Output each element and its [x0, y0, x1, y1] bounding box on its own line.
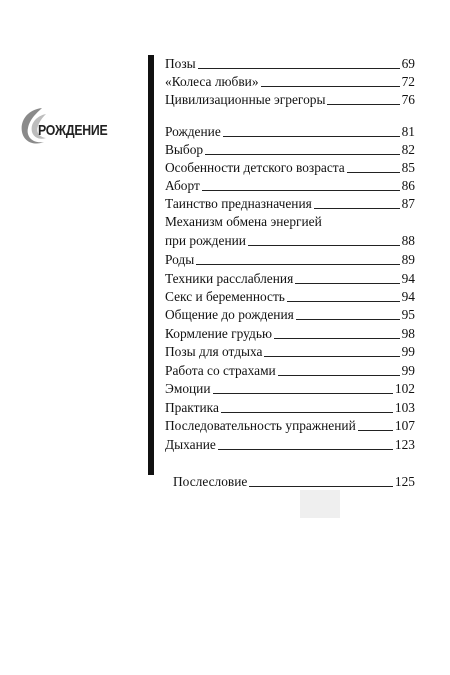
toc-title: Выбор	[165, 142, 204, 157]
toc-entry	[165, 56, 415, 72]
toc-title: Рождение	[165, 124, 221, 139]
toc-entry	[165, 124, 415, 140]
toc-entry	[165, 271, 415, 287]
dot-leader	[223, 136, 400, 137]
toc-page-number: 99	[401, 344, 415, 359]
toc-title: Кормление грудью	[165, 326, 272, 341]
dot-leader	[249, 486, 393, 487]
toc-title: Аборт	[165, 178, 200, 193]
vertical-rule	[148, 55, 154, 475]
dot-leader	[213, 393, 393, 394]
toc-entry	[165, 344, 415, 360]
toc-page-number: 76	[401, 92, 415, 107]
toc-entry	[165, 252, 415, 268]
toc-title: Секс и беременность	[165, 289, 285, 304]
toc-entry	[165, 92, 415, 108]
toc-entry	[165, 307, 415, 323]
toc-title: Последовательность упражнений	[165, 418, 356, 433]
toc-title: при рождении	[165, 233, 246, 248]
toc-entry	[165, 437, 415, 453]
toc-page-number: 81	[401, 124, 415, 139]
toc-page-number: 103	[394, 400, 415, 415]
dot-leader	[264, 356, 399, 357]
toc-page-number: 102	[394, 381, 415, 396]
toc-page-number: 95	[401, 307, 415, 322]
toc-title: Общение до рождения	[165, 307, 294, 322]
toc-title: Дыхание	[165, 437, 216, 452]
toc-entry	[165, 326, 415, 342]
toc-title: Особенности детского возраста	[165, 160, 345, 175]
toc-entry	[165, 400, 415, 416]
toc-page-number: 82	[401, 142, 415, 157]
toc-entry	[165, 196, 415, 212]
toc-page-number: 99	[401, 363, 415, 378]
toc-page-number: 89	[401, 252, 415, 267]
toc-page-number: 69	[401, 56, 415, 71]
toc-entry	[165, 381, 415, 397]
toc-page-number: 94	[401, 289, 415, 304]
dot-leader	[347, 172, 400, 173]
toc-title: Техники расслабления	[165, 271, 294, 286]
toc-page-number: 107	[394, 418, 415, 433]
dot-leader	[295, 283, 399, 284]
dot-leader	[198, 68, 400, 69]
toc-entry	[165, 363, 415, 379]
toc-page-number: 87	[401, 196, 415, 211]
toc-title: Роды	[165, 252, 195, 267]
toc-title: Цивилизационные эгрегоры	[165, 92, 326, 107]
toc-page-number: 72	[401, 74, 415, 89]
toc-title: Работа со страхами	[165, 363, 276, 378]
dot-leader	[358, 430, 393, 431]
toc-title: Позы	[165, 56, 196, 71]
dot-leader	[218, 449, 393, 450]
toc-title: Эмоции	[165, 381, 211, 396]
toc-entry	[165, 74, 415, 90]
dot-leader	[196, 264, 399, 265]
toc-page-number: 94	[401, 271, 415, 286]
toc-entry	[165, 160, 415, 176]
toc-page-number: 125	[394, 474, 415, 489]
toc-entry	[165, 214, 415, 249]
toc-title: Послесловие	[173, 474, 248, 489]
toc-page-number: 98	[401, 326, 415, 341]
dot-leader	[221, 412, 393, 413]
toc-page-number: 86	[401, 178, 415, 193]
toc-page-number: 88	[401, 233, 415, 248]
dot-leader	[296, 319, 400, 320]
toc-title: Практика	[165, 400, 219, 415]
bleed-through-area	[300, 490, 340, 518]
toc-entry	[165, 418, 415, 434]
toc-entry	[165, 142, 415, 158]
dot-leader	[314, 208, 400, 209]
toc-page-number: 123	[394, 437, 415, 452]
dot-leader	[327, 104, 399, 105]
dot-leader	[205, 154, 399, 155]
dot-leader	[261, 86, 400, 87]
toc-title: Таинство предназначения	[165, 196, 312, 211]
toc-entry	[173, 474, 415, 490]
toc-page-number: 85	[401, 160, 415, 175]
toc-entry	[165, 289, 415, 305]
dot-leader	[274, 338, 400, 339]
toc-title-line1: Механизм обмена энергией	[165, 214, 322, 229]
dot-leader	[248, 245, 400, 246]
toc-title: «Колеса любви»	[165, 74, 259, 89]
toc-title: Позы для отдыха	[165, 344, 263, 359]
toc-entry	[165, 178, 415, 194]
dot-leader	[202, 190, 400, 191]
logo-wordmark: РОЖДЕНИЕ	[38, 122, 108, 139]
dot-leader	[278, 375, 400, 376]
dot-leader	[287, 301, 400, 302]
